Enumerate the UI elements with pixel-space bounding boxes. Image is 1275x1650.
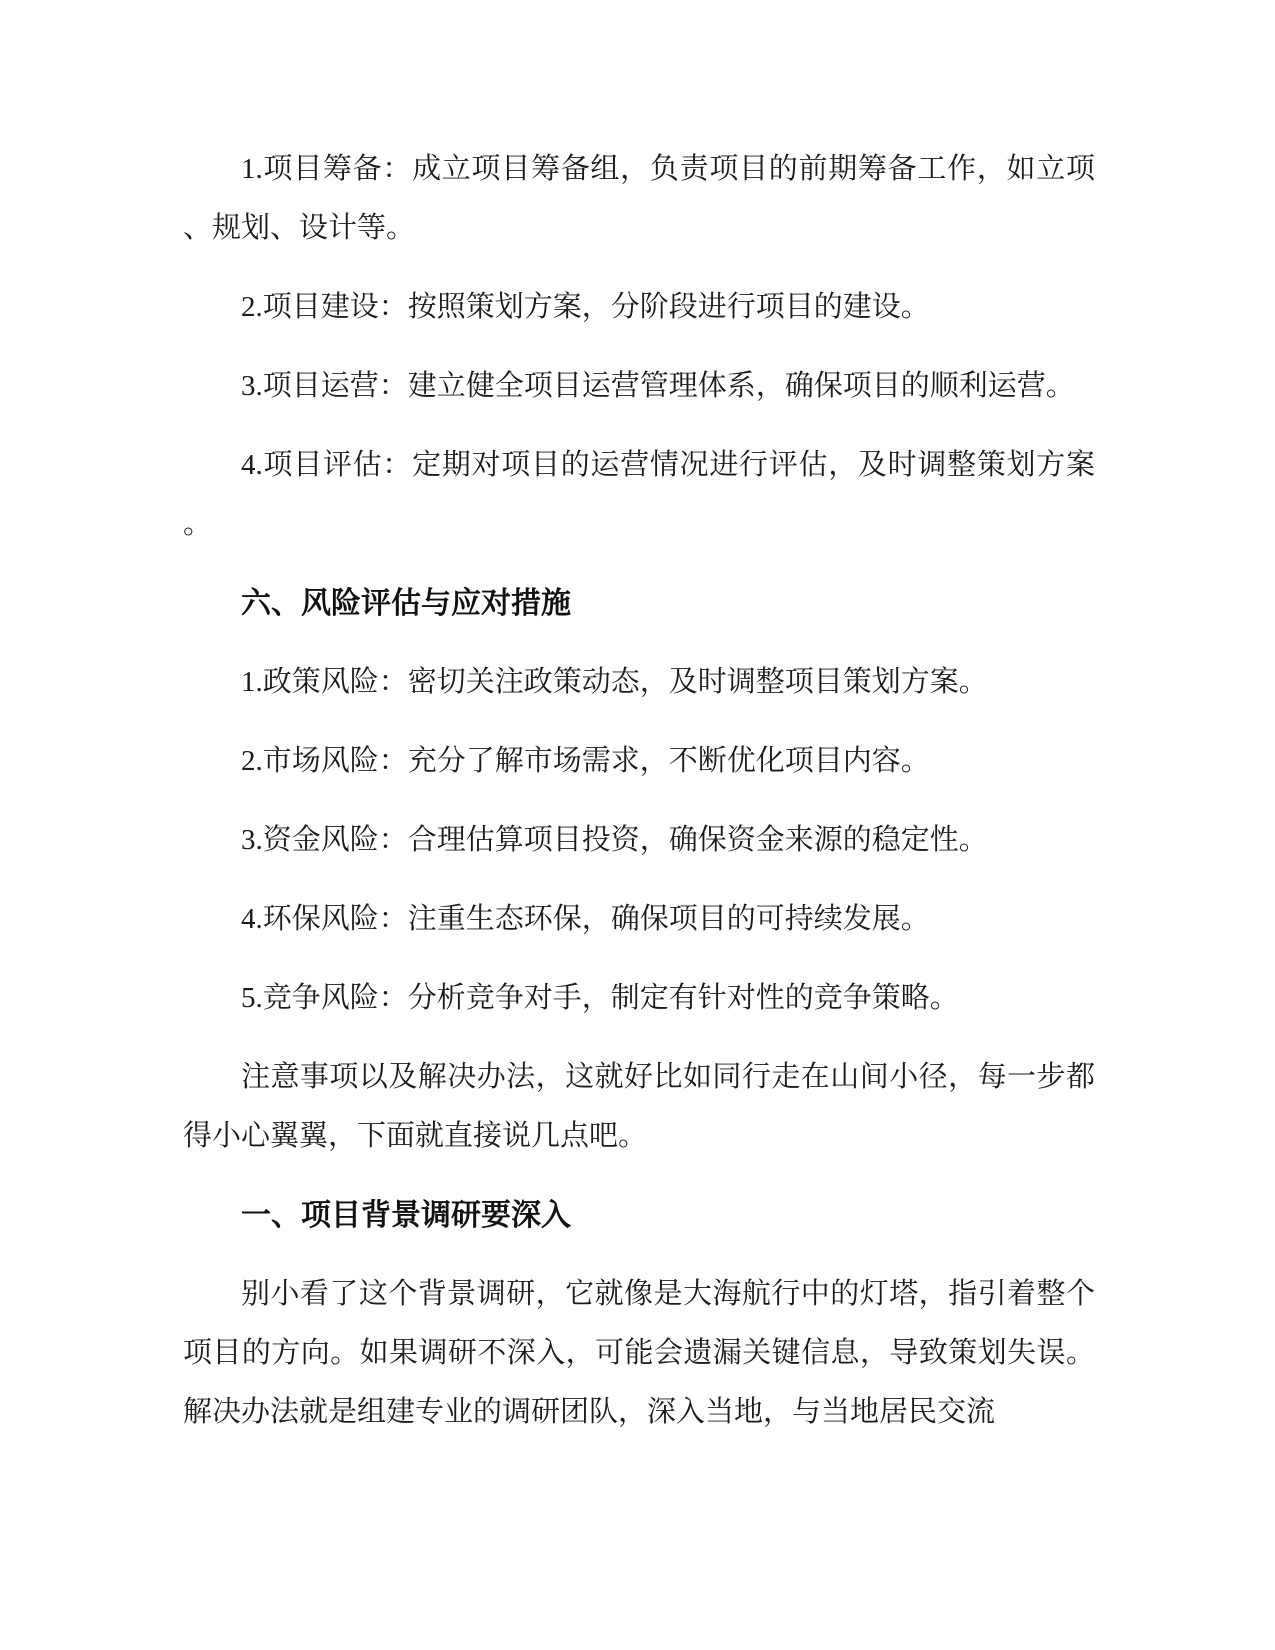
paragraph: 4.环保风险：注重生态环保，确保项目的可持续发展。 (241, 903, 930, 935)
paragraph: 注意事项以及解决办法，这就好比如同行走在山间小径，每一步都得小心翼翼，下面就直接说几点吧。 (183, 1061, 1095, 1152)
paragraph: 3.资金风险：合理估算项目投资，确保资金来源的稳定性。 (241, 824, 988, 856)
paragraph: 别小看了这个背景调研，它就像是大海航行中的灯塔，指引着整个项目的方向。如果调研不深入，可能会遗漏关键信息，导致策划失误。解决办法就是组建专业的调研团队，深入当地，与当地居民交流 (183, 1278, 1095, 1428)
section-heading: 一、项目背景调研要深入 (241, 1199, 571, 1232)
paragraph: 5.竞争风险：分析竞争对手，制定有针对性的竞争策略。 (241, 982, 959, 1014)
paragraph: 1.项目筹备：成立项目筹备组，负责项目的前期筹备工作，如立项、规划、设计等。 (183, 153, 1095, 244)
paragraph: 2.市场风险：充分了解市场需求，不断优化项目内容。 (241, 745, 930, 777)
section-heading: 六、风险评估与应对措施 (241, 587, 571, 620)
paragraph: 2.项目建设：按照策划方案，分阶段进行项目的建设。 (241, 291, 930, 323)
paragraph: 1.政策风险：密切关注政策动态，及时调整项目策划方案。 (241, 666, 988, 698)
paragraph: 4.项目评估：定期对项目的运营情况进行评估，及时调整策划方案。 (183, 449, 1095, 540)
document-body (183, 140, 1095, 1442)
paragraph: 3.项目运营：建立健全项目运营管理体系，确保项目的顺利运营。 (241, 370, 1075, 402)
